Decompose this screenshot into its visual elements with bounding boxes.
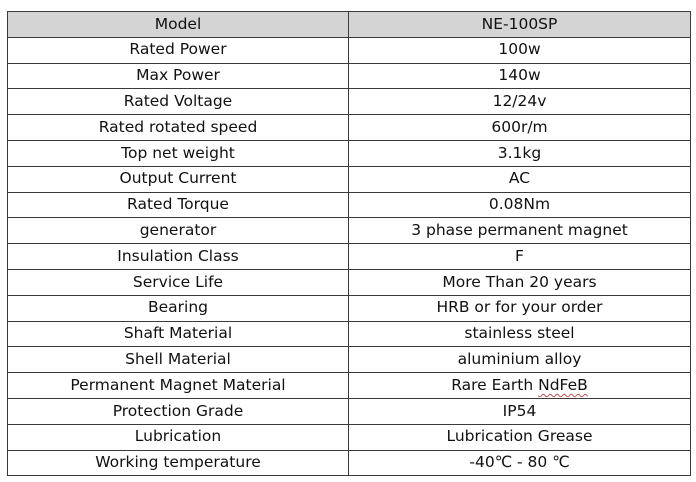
table-row — [8, 244, 691, 270]
table-row — [8, 192, 691, 218]
parameter-cell: Permanent Magnet Material — [8, 373, 349, 399]
table-row — [8, 450, 691, 476]
parameter-cell: Insulation Class — [8, 244, 349, 270]
parameter-cell: Top net weight — [8, 140, 349, 166]
value-prefix-text: Rare Earth — [451, 375, 539, 394]
parameter-cell: Service Life — [8, 269, 349, 295]
value-cell: 0.08Nm — [349, 192, 691, 218]
table-row — [8, 218, 691, 244]
value-cell: IP54 — [349, 398, 691, 424]
table-row — [8, 63, 691, 89]
table-row — [8, 373, 691, 399]
parameter-cell: Protection Grade — [8, 398, 349, 424]
spellcheck-marked-text: NdFeB — [538, 375, 588, 394]
header-parameter-cell: Model — [8, 12, 349, 38]
parameter-cell: Rated Power — [8, 37, 349, 63]
value-cell: 600r/m — [349, 115, 691, 141]
table-row — [8, 347, 691, 373]
table-row — [8, 115, 691, 141]
value-cell: HRB or for your order — [349, 295, 691, 321]
table-row — [8, 269, 691, 295]
table-row — [8, 166, 691, 192]
parameter-cell: Rated rotated speed — [8, 115, 349, 141]
parameter-cell: Rated Torque — [8, 192, 349, 218]
value-cell: aluminium alloy — [349, 347, 691, 373]
parameter-cell: Max Power — [8, 63, 349, 89]
header-value-cell: NE-100SP — [349, 12, 691, 38]
value-cell — [349, 373, 691, 399]
value-cell: Lubrication Grease — [349, 424, 691, 450]
table-row — [8, 89, 691, 115]
value-cell: 12/24v — [349, 89, 691, 115]
table-row — [8, 398, 691, 424]
table-header-row — [8, 12, 691, 38]
value-cell: 140w — [349, 63, 691, 89]
parameter-cell: Lubrication — [8, 424, 349, 450]
table-row — [8, 295, 691, 321]
parameter-cell: Rated Voltage — [8, 89, 349, 115]
table-row — [8, 37, 691, 63]
table-row — [8, 140, 691, 166]
value-cell: More Than 20 years — [349, 269, 691, 295]
parameter-cell: Output Current — [8, 166, 349, 192]
parameter-cell: Working temperature — [8, 450, 349, 476]
parameter-cell: Shell Material — [8, 347, 349, 373]
value-cell: F — [349, 244, 691, 270]
table-row — [8, 321, 691, 347]
value-cell: stainless steel — [349, 321, 691, 347]
value-cell: 3 phase permanent magnet — [349, 218, 691, 244]
value-cell: AC — [349, 166, 691, 192]
value-cell: 3.1kg — [349, 140, 691, 166]
value-cell: -40℃ - 80 ℃ — [349, 450, 691, 476]
specification-table — [7, 11, 691, 476]
parameter-cell: Shaft Material — [8, 321, 349, 347]
value-cell: 100w — [349, 37, 691, 63]
parameter-cell: Bearing — [8, 295, 349, 321]
table-row — [8, 424, 691, 450]
parameter-cell: generator — [8, 218, 349, 244]
